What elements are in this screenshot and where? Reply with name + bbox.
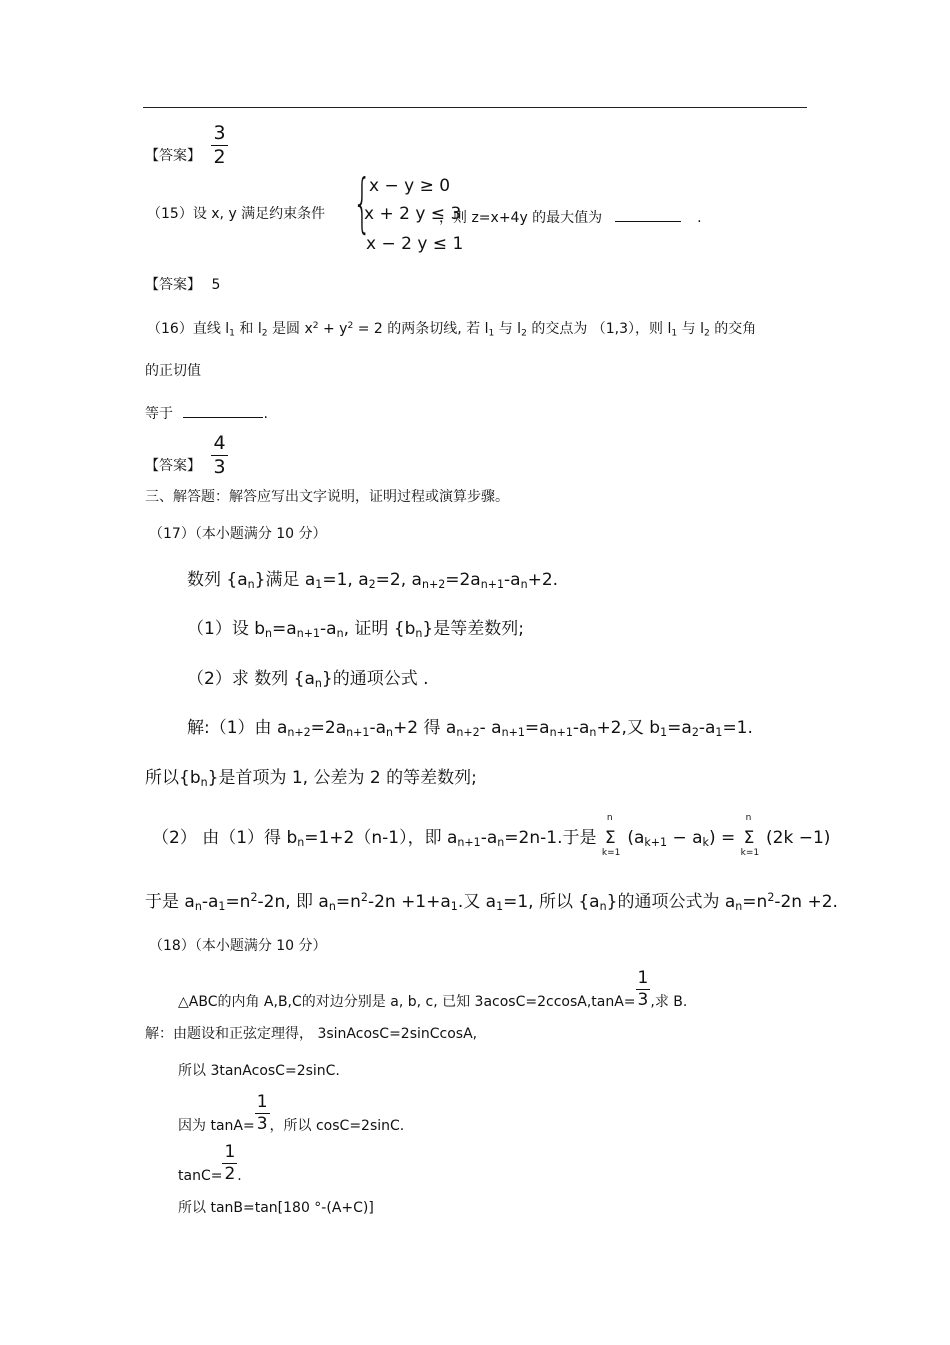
tanA-fraction: $\frac{1}{3}$ — [637, 968, 649, 1010]
constraint-2: x + 2 y ≤ 3 — [364, 204, 462, 224]
constraint-1: x − y ≥ 0 — [369, 176, 451, 196]
answer-14 — [145, 124, 228, 167]
solution-17-step-3: （2） 由（1）得 $b_n=1+2(n-1)$，即 $a_{n+1}-a_n=2n-1$.于是 n Σ k=1 $(a_{k+1} - a_k)$ = n Σ k=1 (2k −1) — [152, 813, 831, 858]
solution-17-step-1: 解:（1）由 $a_{n+2}=2a_{n+1}-a_n+2$ 得 $a_{n+2}-$ $a_{n+1}=a_{n+1}-a_n+2$,又 $b_1=a_2-a_1=1$. — [187, 718, 753, 739]
solution-18-step-5: 所以 tanB=tan[180 °-(A+C)] — [178, 1200, 374, 1216]
answer-16-fraction: $\frac{4}{3}$ — [213, 432, 226, 478]
question-16-line3: 等于 . — [145, 403, 268, 421]
question-16: （16）直线 $l_1$ 和 $l_2$ 是圆 $x^2 + y^2 = 2$ 的两条切线, 若 $l_1$ 与 $l_2$ 的交点为 （1,3），则 $l_1$ 与 $l_2$ 的交角 — [147, 321, 757, 339]
question-17-part-2: （2）求 数列 $\{a_n\}$的通项公式 . — [187, 669, 429, 690]
question-17-given: 数列 $\{a_n\}$满足 $a_1=1$, $a_2=2$, $a_{n+2}=2a_{n+1}-a_n+2$. — [187, 570, 559, 591]
header-rule — [143, 107, 807, 108]
sum-symbol: n Σ k=1 — [601, 813, 621, 858]
answer-16: 【答案】 $\frac{4}{3}$ — [145, 432, 226, 478]
question-18-heading: （18）（本小题满分 10 分） — [149, 938, 327, 954]
solution-18-step-3: 因为 tanA= $\frac{1}{3}$ ，所以 cosC=2sinC. — [178, 1092, 405, 1134]
question-18-given: △ABC的内角 A,B,C的对边分别是 a, b, c, 已知 3acosC=2ccosA,tanA= $\frac{1}{3}$ ,求 B. — [178, 968, 688, 1010]
question-15-lead: （15）设 x, y 满足约束条件 — [147, 206, 326, 222]
answer-label: 【答案】 — [145, 147, 201, 164]
constraint-3: x − 2 y ≤ 1 — [366, 234, 464, 254]
answer-blank — [615, 207, 681, 222]
question-17-heading: （17）（本小题满分 10 分） — [149, 526, 327, 542]
solution-17-step-4: 于是 $a_n-a_1=n^2-2n$, 即 $a_n=n^2-2n +1+a_1$.又 $a_1=1$, 所以 $\{a_n\}$的通项公式为 $a_n=n^2-2n +2$. — [145, 890, 838, 913]
solution-17-step-2: 所以$\{b_n\}$是首项为 1, 公差为 2 的等差数列; — [145, 768, 477, 789]
question-16-line2: 的正切值 — [145, 363, 201, 379]
answer-14-fraction: $\frac{3}{2}$ — [213, 122, 226, 168]
solution-18-step-2: 所以 3tanAcosC=2sinC. — [178, 1063, 340, 1079]
question-15-tail: ，则 z=x+4y 的最大值为 . — [439, 207, 702, 225]
section-3-heading: 三、解答题：解答应写出文字说明，证明过程或演算步骤。 — [145, 489, 509, 505]
tanC-fraction: $\frac{1}{2}$ — [224, 1142, 236, 1184]
answer-blank — [183, 403, 263, 418]
tanA-fraction: $\frac{1}{3}$ — [256, 1092, 268, 1134]
left-brace: { — [353, 167, 372, 241]
solution-18-step-1: 解：由题设和正弦定理得， 3sinAcosC=2sinCcosA, — [145, 1026, 478, 1042]
question-17-part-1: （1）设 $b_n=a_{n+1}-a_n$, 证明 $\{b_n\}$是等差数列; — [187, 619, 524, 640]
answer-15: 【答案】 5 — [145, 277, 221, 293]
sum-symbol: n Σ k=1 — [740, 813, 760, 858]
solution-18-step-4: tanC= $\frac{1}{2}$ . — [178, 1142, 242, 1184]
